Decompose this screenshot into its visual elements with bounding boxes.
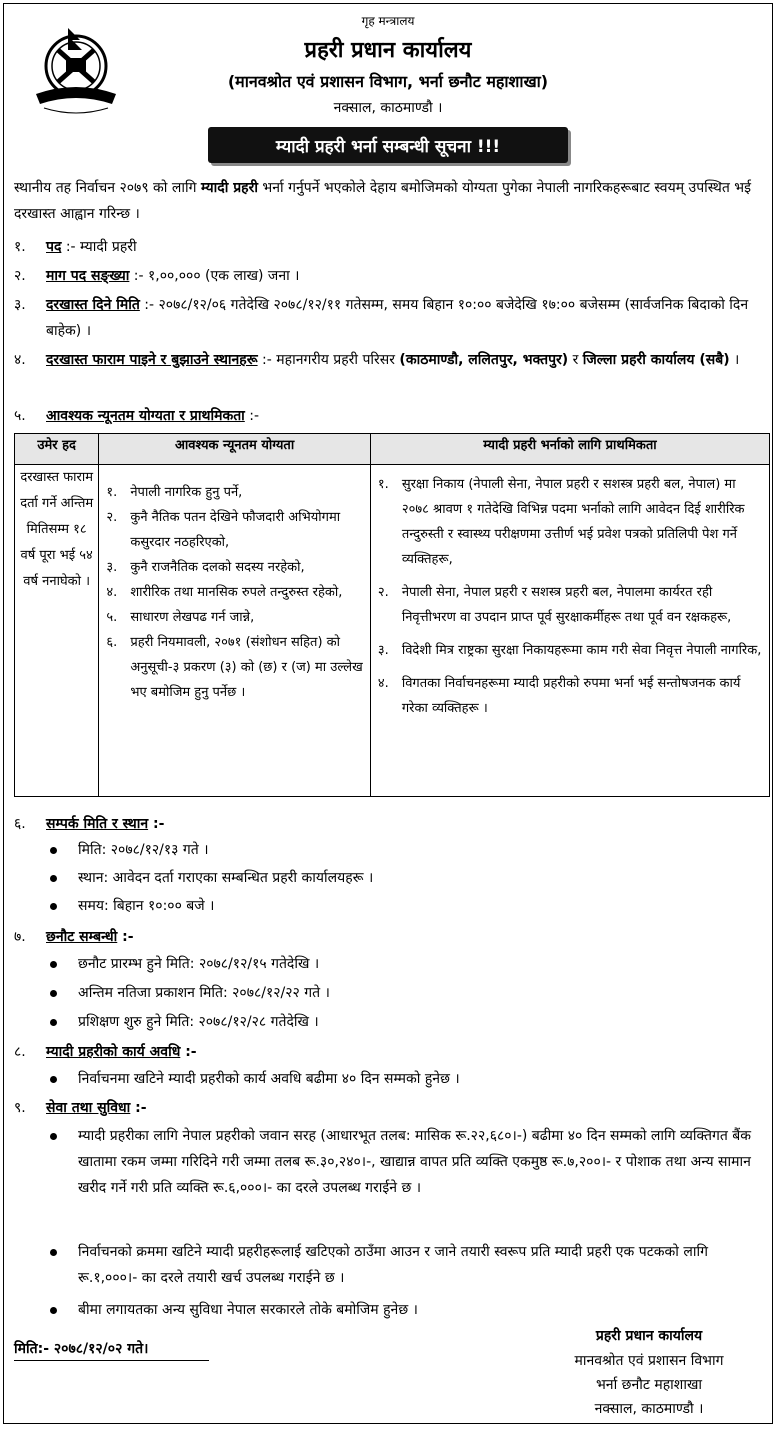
bullet-icon (50, 903, 57, 910)
criteria-table (14, 433, 770, 797)
signature-branch: भर्ना छनौट महाशाखा (595, 1377, 703, 1393)
list-item: ३. विदेशी मित्र राष्ट्रका सुरक्षा निकायहरूमा काम गरी सेवा निवृत्त नेपाली नागरिक, (377, 643, 762, 658)
item-number: २. (14, 268, 26, 284)
office-address: नक्साल, काठमाण्डौ । (333, 100, 443, 116)
list-item: २. कुनै नैतिक पतन देखिने फौजदारी अभियोगमा कसुरदार नठहरिएको, (106, 510, 341, 550)
item-number: ८. (14, 1044, 26, 1060)
age-limit-cell: दरखास्त फाराम दर्ता गर्ने अन्तिम मितिसम्म १८ वर्ष पूरा भई ५४ वर्ष ननाघेको । (15, 465, 99, 797)
notice-page (3, 3, 773, 1424)
list-item: ५. साधारण लेखपढ गर्न जान्ने, (106, 610, 255, 625)
bullet-icon (50, 1133, 57, 1140)
section-facilities-heading: सेवा तथा सुविधा :- (46, 1100, 147, 1116)
bullet-icon (50, 875, 57, 882)
bullet-icon (50, 1249, 57, 1256)
list-item: मिति: २०७८/१२/१३ गते । (78, 842, 209, 858)
item-number: ७. (14, 929, 26, 945)
office-title: प्रहरी प्रधान कार्यालय (304, 38, 472, 63)
list-item: समय: बिहान १०:०० बजे । (78, 898, 215, 914)
signature-office: प्रहरी प्रधान कार्यालय (595, 1328, 703, 1344)
divider (14, 1360, 209, 1361)
item-number: ३. (14, 297, 26, 313)
list-item: छनौट प्रारम्भ हुने मिति: २०७८/१२/१५ गतेदेखि । (78, 956, 320, 972)
list-item: २. नेपाली सेना, नेपाल प्रहरी र सशस्त्र प्रहरी बल, नेपालमा कार्यरत रही निवृत्तीभरण वा उपदान प्राप्त पूर्व सुरक्षाकर्मीहरू तथा पूर्व वन रक्षकहरू, (377, 585, 732, 625)
list-item: ३. कुनै राजनैतिक दलको सदस्य नरहेको, (106, 560, 305, 575)
item-demand: माग पद सङ्ख्या :- १,००,००० (एक लाख) जना । (46, 268, 300, 284)
list-item: अन्तिम नतिजा प्रकाशन मिति: २०७८/१२/२२ गते । (78, 985, 330, 1001)
section-duration-heading: म्यादी प्रहरीको कार्य अवधि :- (46, 1044, 197, 1060)
table-row (15, 465, 770, 797)
item-number: ४. (14, 352, 26, 368)
column-header: म्यादी प्रहरी भर्नाको लागि प्राथमिकता (370, 434, 769, 465)
list-item: ४. शारीरिक तथा मानसिक रुपले तन्दुरुस्त रहेको, (106, 585, 343, 600)
signature-address: नक्साल, काठमाण्डौ । (594, 1401, 704, 1417)
priority-cell (370, 465, 769, 797)
table-header-row (15, 434, 770, 465)
list-item: म्यादी प्रहरीका लागि नेपाल प्रहरीको जवान सरह (आधारभूत तलब: मासिक रू.२२,६८०।-) बढीमा ४० दिन सम्मको लागि व्यक्तिगत बैंक खातामा रकम जम्मा गरिदिने गरी जम्मा तलब रू.३०,२४०।-, खाद्यान्न वापत प्रति व्यक्ति एकमुष्ठ रू.७,२००।- र पोशाक तथा अन्य सामान खरीद गर्ने गरी प्रति व्यक्ति रू.६,०००।- का दरले उपलब्ध गराईने छ । (78, 1128, 752, 1196)
notice-date: मिति:- २०७८/१२/०२ गते। (14, 1341, 149, 1357)
bullet-icon (50, 1076, 57, 1083)
item-number: ९. (14, 1100, 26, 1116)
intro-paragraph: स्थानीय तह निर्वाचन २०७९ को लागि म्यादी प्रहरी भर्ना गर्नुपर्ने भएकोले देहाय बमोजिमको योग्यता पुगेका नेपाली नागरिकहरूबाट स्वयम् उपस्थित भई दरखास्त आह्वान गरिन्छ । (14, 180, 752, 222)
ministry-name: गृह मन्त्रालय (361, 14, 415, 28)
bullet-icon (50, 847, 57, 854)
list-item: निर्वाचनमा खटिने म्यादी प्रहरीको कार्य अवधि बढीमा ४० दिन सम्मको हुनेछ । (78, 1071, 460, 1087)
section-contact-heading: सम्पर्क मिति र स्थान :- (46, 816, 165, 832)
item-apply-place: दरखास्त फाराम पाइने र बुझाउने स्थानहरू :- महानगरीय प्रहरी परिसर (काठमाण्डौ, ललितपुर, भक्तपुर) र जिल्ला प्रहरी कार्यालय (सबै) । (46, 352, 740, 368)
list-item: स्थान: आवेदन दर्ता गराएका सम्बन्धित प्रहरी कार्यालयहरू । (78, 870, 374, 886)
item-qualification: आवश्यक न्यूनतम योग्यता र प्राथमिकता :- (46, 408, 260, 424)
bullet-icon (50, 961, 57, 968)
list-item: ६. प्रहरी नियमावली, २०७१ (संशोधन सहित) को अनुसूची-३ प्रकरण (३) को (छ) र (ज) मा उल्लेख भए बमोजिम हुनु पर्नेछ । (106, 635, 363, 700)
signature-department: मानवश्रोत एवं प्रशासन विभाग (574, 1353, 724, 1369)
column-header: उमेर हद (15, 434, 99, 465)
department-name: (मानवश्रोत एवं प्रशासन विभाग, भर्ना छनौट महाशाखा) (227, 72, 549, 91)
item-number: ५. (14, 408, 26, 424)
bullet-icon (50, 1307, 57, 1314)
notice-banner: म्यादी प्रहरी भर्ना सम्बन्धी सूचना !!! (208, 127, 568, 163)
item-post: पद :- म्यादी प्रहरी (46, 239, 137, 255)
bullet-icon (50, 1019, 57, 1026)
item-number: १. (14, 239, 26, 255)
list-item: निर्वाचनको क्रममा खटिने म्यादी प्रहरीहरूलाई खटिएको ठाउँमा आउन र जाने तयारी स्वरूप प्रति म्यादी प्रहरी एक पटकको लागि रू.१,०००।- का दरले तयारी खर्च उपलब्ध गराईने छ । (78, 1244, 708, 1286)
list-item: १. नेपाली नागरिक हुनु पर्ने, (106, 485, 243, 500)
list-item: १. सुरक्षा निकाय (नेपाली सेना, नेपाल प्रहरी र सशस्त्र प्रहरी बल, नेपाल) मा २०७८ श्रावण १ गतेदेखि विभिन्न पदमा भर्नाको लागि आवेदन दिई शारीरिक तन्दुरुस्ती र स्वास्थ्य परीक्षणमा उत्तीर्ण भई प्रवेश पत्रको प्रतिलिपी पेश गर्ने व्यक्तिहरू, (377, 477, 745, 567)
qualification-list (100, 466, 368, 705)
list-item: बीमा लगायतका अन्य सुविधा नेपाल सरकारले तोके बमोजिम हुनेछ । (78, 1302, 418, 1318)
section-selection-heading: छनौट सम्बन्धी :- (46, 929, 134, 945)
bullet-icon (50, 990, 57, 997)
column-header: आवश्यक न्यूनतम योग्यता (99, 434, 370, 465)
priority-list (372, 466, 768, 721)
list-item: प्रशिक्षण शुरु हुने मिति: २०७८/१२/२८ गतेदेखि । (78, 1014, 319, 1030)
list-item: ४. विगतका निर्वाचनहरूमा म्यादी प्रहरीको रुपमा भर्ना भई सन्तोषजनक कार्य गरेका व्यक्तिहरू । (377, 676, 741, 716)
item-number: ६. (14, 816, 26, 832)
qualification-cell (99, 465, 370, 797)
item-apply-date: दरखास्त दिने मिति :- २०७८/१२/०६ गतेदेखि २०७८/१२/११ गतेसम्म, समय बिहान १०:०० बजेदेखि १७:०० बजेसम्म (सार्वजनिक बिदाको दिन बाहेक) । (46, 297, 749, 339)
